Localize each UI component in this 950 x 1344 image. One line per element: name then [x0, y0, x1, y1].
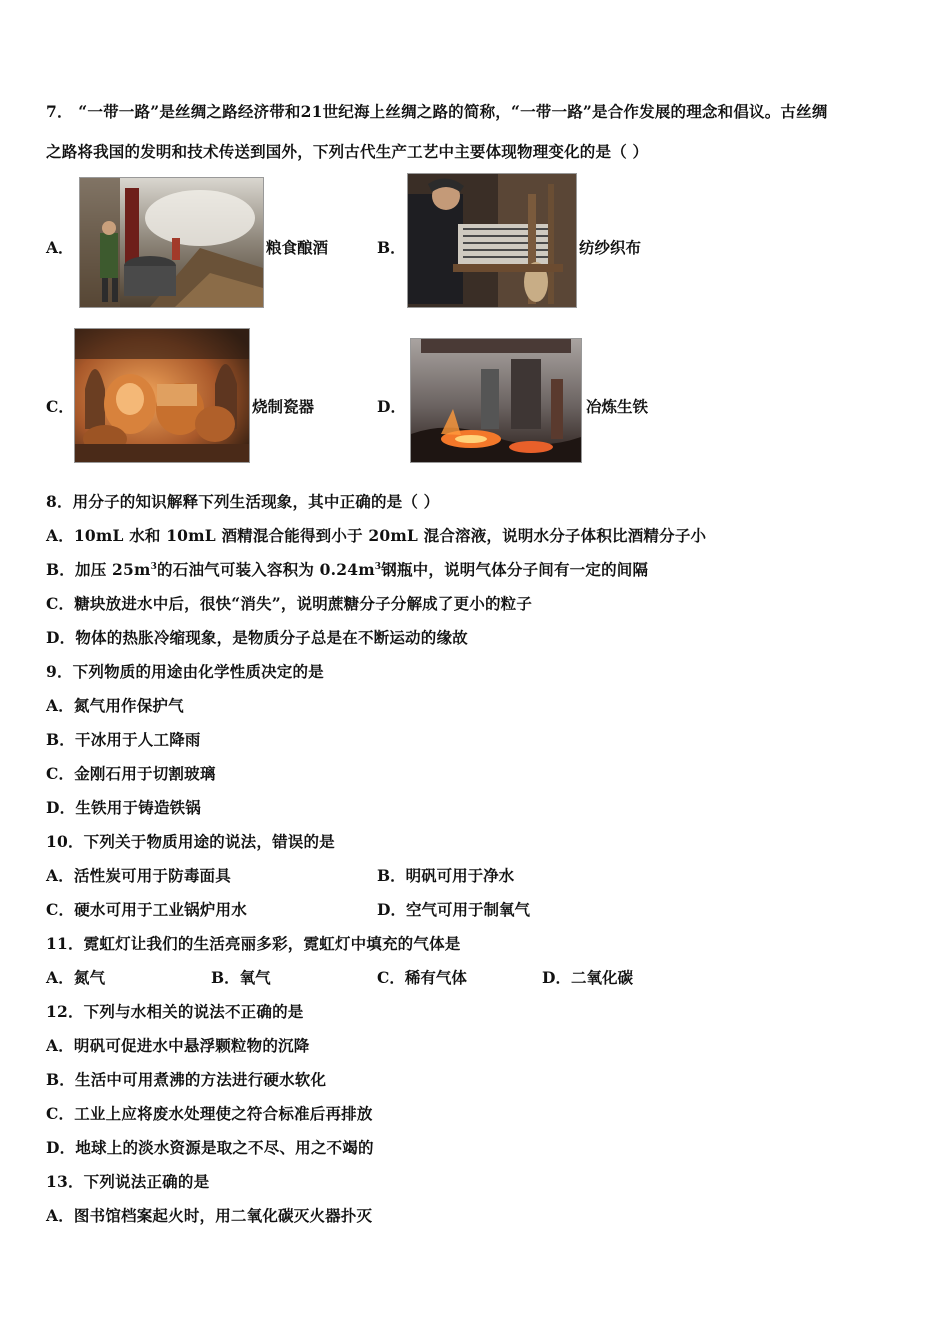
- q12-option-d: D．地球上的淡水资源是取之不尽、用之不竭的: [46, 1138, 374, 1157]
- q8-option-b-part2: 的石油气可装入容积为 0.24m: [157, 560, 375, 579]
- q8-option-d: D．物体的热胀冷缩现象，是物质分子总是在不断运动的缘故: [46, 628, 468, 647]
- q10-option-b: B．明矾可用于净水: [377, 866, 515, 885]
- q11-option-a: A．氮气: [46, 968, 106, 987]
- porcelain-kiln-photo: [74, 328, 250, 463]
- q9-option-d: D．生铁用于铸造铁锅: [46, 798, 201, 817]
- q8-option-b: [46, 558, 648, 580]
- q10-stem: 10．下列关于物质用途的说法，错误的是: [46, 832, 335, 851]
- q10-option-d: D．空气可用于制氧气: [377, 900, 530, 919]
- q7-option-c-letter: C．: [46, 397, 74, 416]
- q7-option-b-letter: B．: [377, 238, 406, 257]
- q9-option-c: C．金刚石用于切割玻璃: [46, 764, 216, 783]
- q11-stem: 11．霓虹灯让我们的生活亮丽多彩，霓虹灯中填充的气体是: [46, 934, 461, 953]
- q7-option-b-caption: 纺纱织布: [579, 238, 642, 257]
- iron-smelting-photo: [410, 338, 582, 463]
- q12-stem: 12．下列与水相关的说法不正确的是: [46, 1002, 304, 1021]
- q8-option-b-part3: 钢瓶中，说明气体分子间有一定的间隔: [381, 560, 649, 579]
- q12-option-b: B．生活中可用煮沸的方法进行硬水软化: [46, 1070, 327, 1089]
- q10-option-a: A．活性炭可用于防毒面具: [46, 866, 231, 885]
- q12-option-a: A．明矾可促进水中悬浮颗粒物的沉降: [46, 1036, 310, 1055]
- q7-option-a-letter: A．: [46, 238, 74, 257]
- weaving-loom-photo: [407, 173, 577, 308]
- q11-option-c: C．稀有气体: [377, 968, 467, 987]
- q7-option-d-letter: D．: [377, 397, 406, 416]
- q7-stem-line2: 之路将我国的发明和技术传送到国外，下列古代生产工艺中主要体现物理变化的是（ ）: [46, 142, 649, 161]
- q7-option-c-caption: 烧制瓷器: [252, 397, 315, 416]
- q8-option-b-superscript2: 3: [374, 561, 382, 572]
- q7-option-d-caption: 冶炼生铁: [586, 397, 649, 416]
- q7-stem-line1: 7． “一带一路”是丝绸之路经济带和21世纪海上丝绸之路的简称，“一带一路”是合作发展的理念和倡议。古丝绸: [46, 102, 828, 121]
- q12-option-c: C．工业上应将废水处理使之符合标准后再排放: [46, 1104, 373, 1123]
- q9-option-b: B．干冰用于人工降雨: [46, 730, 201, 749]
- q9-option-a: A．氮气用作保护气: [46, 696, 184, 715]
- q13-option-a: A．图书馆档案起火时，用二氧化碳灭火器扑灭: [46, 1206, 373, 1225]
- q8-stem: 8．用分子的知识解释下列生活现象，其中正确的是（ ）: [46, 492, 440, 511]
- q11-option-d: D．二氧化碳: [542, 968, 633, 987]
- q8-option-b-superscript1: 3: [150, 561, 158, 572]
- wine-brewing-photo: [79, 177, 264, 308]
- q11-option-b: B．氧气: [211, 968, 271, 987]
- q8-option-c: C．糖块放进水中后，很快“消失”，说明蔗糖分子分解成了更小的粒子: [46, 594, 533, 613]
- q7-option-a-caption: 粮食酿酒: [266, 238, 329, 257]
- q8-option-b-part1: B．加压 25m: [46, 560, 151, 579]
- q13-stem: 13．下列说法正确的是: [46, 1172, 210, 1191]
- q8-option-a: A．10mL 水和 10mL 酒精混合能得到小于 20mL 混合溶液，说明水分子体积比酒精分子小: [46, 526, 707, 545]
- q9-stem: 9．下列物质的用途由化学性质决定的是: [46, 662, 324, 681]
- q10-option-c: C．硬水可用于工业锅炉用水: [46, 900, 247, 919]
